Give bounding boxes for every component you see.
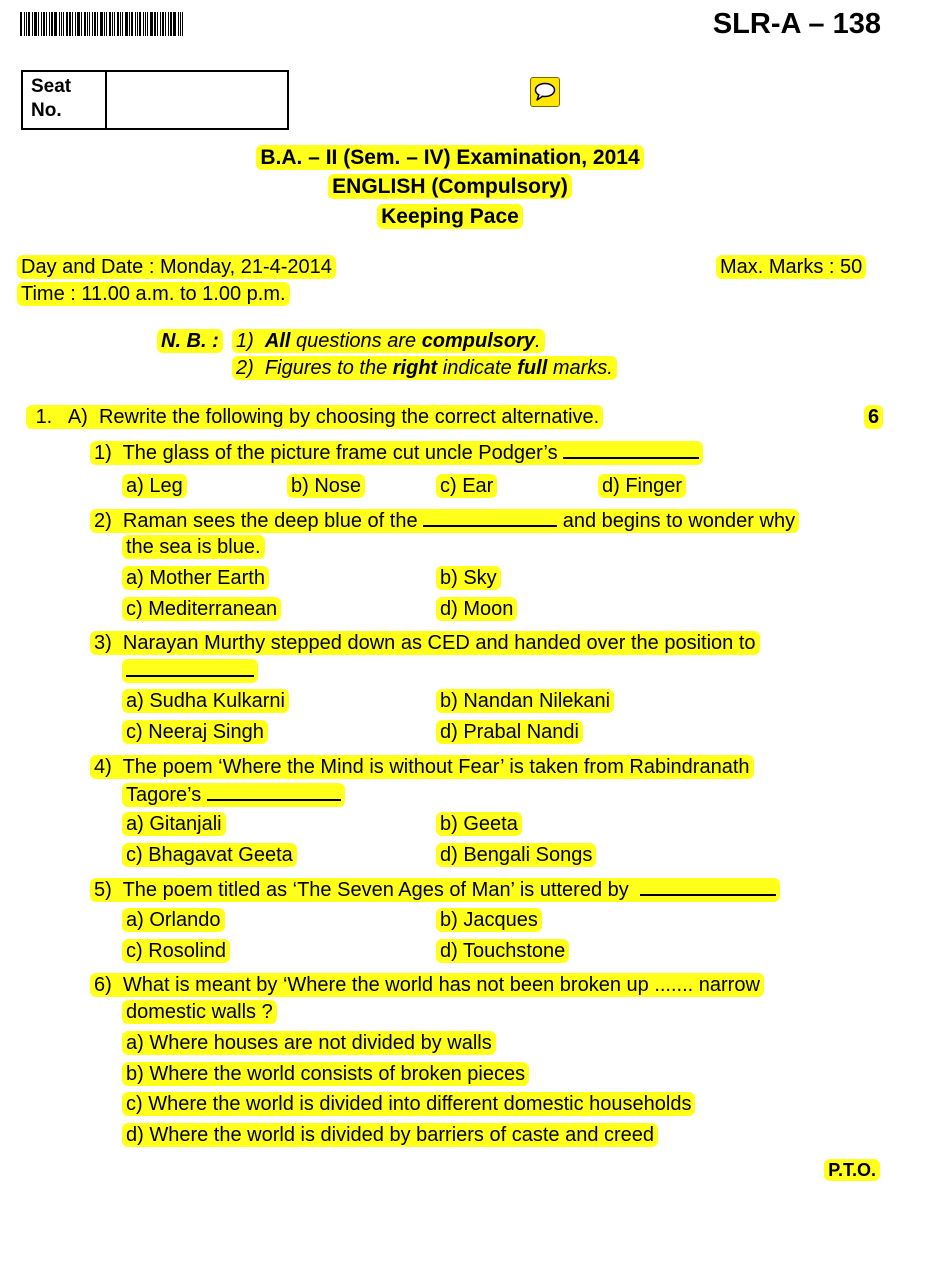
barcode-bar — [94, 12, 96, 36]
barcode-bar — [77, 12, 80, 36]
barcode-bar — [72, 12, 73, 36]
barcode-bar — [129, 12, 130, 36]
barcode-bar — [46, 12, 47, 36]
question-6-option-d: d) Where the world is divided by barriers of caste and creed — [122, 1124, 658, 1147]
barcode-bar — [137, 12, 138, 36]
barcode-bar — [61, 12, 62, 36]
barcode-bar — [170, 12, 172, 36]
barcode-bar — [34, 12, 37, 36]
barcode-bar — [135, 12, 136, 36]
barcode-bar — [139, 12, 141, 36]
barcode-bar — [120, 12, 121, 36]
question-1: 1) The glass of the picture frame cut uncle Podger’s — [90, 441, 703, 465]
barcode-bar — [112, 12, 113, 36]
barcode-bar — [178, 12, 179, 36]
barcode-bar — [97, 12, 98, 36]
barcode-bar — [69, 12, 71, 36]
barcode-bar — [54, 12, 57, 36]
barcode-bar — [173, 12, 176, 36]
barcode-bar — [182, 12, 183, 36]
barcode-bar — [131, 12, 133, 36]
question-4-option-a: a) Gitanjali — [122, 813, 226, 836]
question-6: 6) What is meant by ‘Where the world has not been broken up ....... narrow — [90, 974, 764, 997]
question-2-line-2: the sea is blue. — [122, 536, 265, 559]
barcode-bar — [143, 12, 144, 36]
question-5-option-a: a) Orlando — [122, 909, 225, 932]
barcode-bar — [114, 12, 115, 36]
barcode-bar — [165, 12, 166, 36]
barcode-bar — [81, 12, 82, 36]
barcode-bar — [26, 12, 27, 36]
barcode-bar — [63, 12, 64, 36]
question-3-option-d: d) Prabal Nandi — [436, 721, 583, 744]
question-1-option-d: d) Finger — [598, 475, 686, 498]
question-4-line-2: Tagore’s — [122, 783, 345, 807]
barcode-bar — [104, 12, 105, 36]
question-2-option-b: b) Sky — [436, 567, 501, 590]
question-1-option-c: c) Ear — [436, 475, 497, 498]
barcode-bar — [147, 12, 148, 36]
question-2: 2) Raman sees the deep blue of the and begins to wonder why — [90, 509, 799, 533]
exam-title: B.A. – II (Sem. – IV) Examination, 2014 — [0, 146, 900, 170]
question-4-option-d: d) Bengali Songs — [436, 844, 596, 867]
day-date: Day and Date : Monday, 21-4-2014 — [17, 256, 336, 279]
barcode-bar — [24, 12, 25, 36]
note-item-1: 1) All questions are compulsory. — [232, 330, 545, 353]
question-3-option-c: c) Neeraj Singh — [122, 721, 268, 744]
section-heading: 1. A) Rewrite the following by choosing the correct alternative. — [26, 406, 603, 429]
barcode-bar — [89, 12, 90, 36]
seat-label-line2: No. — [31, 100, 62, 121]
question-1-option-a: a) Leg — [122, 475, 187, 498]
barcode-bar — [168, 12, 169, 36]
question-6-option-c: c) Where the world is divided into different domestic households — [122, 1093, 695, 1116]
question-6-line-2: domestic walls ? — [122, 1001, 277, 1024]
question-2-option-a: a) Mother Earth — [122, 567, 269, 590]
question-6-option-b: b) Where the world consists of broken pieces — [122, 1063, 529, 1086]
barcode-bar — [162, 12, 164, 36]
barcode-bar — [41, 12, 42, 36]
barcode-bar — [109, 12, 111, 36]
paper-code: SLR-A – 138 — [712, 8, 881, 40]
barcode-bar — [160, 12, 161, 36]
barcode-bar — [154, 12, 156, 36]
barcode-bar — [150, 12, 153, 36]
question-3-option-b: b) Nandan Nilekani — [436, 690, 614, 713]
barcode-bar — [66, 12, 68, 36]
barcode-icon — [20, 12, 186, 36]
note-label: N. B. : — [157, 330, 223, 353]
seat-number-field[interactable] — [107, 72, 287, 128]
question-4-option-b: b) Geeta — [436, 813, 522, 836]
pto-label: P.T.O. — [824, 1160, 880, 1181]
barcode-bar — [100, 12, 103, 36]
barcode-bar — [59, 12, 60, 36]
question-5: 5) The poem titled as ‘The Seven Ages of Man’ is uttered by — [90, 878, 780, 902]
subject-title: ENGLISH (Compulsory) — [0, 175, 900, 199]
note-item-2: 2) Figures to the right indicate full marks. — [232, 357, 617, 380]
question-4: 4) The poem ‘Where the Mind is without Fear’ is taken from Rabindranath — [90, 756, 754, 779]
question-5-option-c: c) Rosolind — [122, 940, 230, 963]
barcode-bar — [106, 12, 107, 36]
barcode-bar — [180, 12, 181, 36]
barcode-bar — [20, 12, 22, 36]
barcode-bar — [84, 12, 86, 36]
barcode-bar — [75, 12, 76, 36]
barcode-bar — [43, 12, 45, 36]
seat-label — [23, 72, 107, 128]
question-2-option-c: c) Mediterranean — [122, 598, 281, 621]
seat-label-line1: Seat — [31, 76, 72, 97]
barcode-bar — [145, 12, 146, 36]
question-4-option-c: c) Bhagavat Geeta — [122, 844, 297, 867]
question-5-option-b: b) Jacques — [436, 909, 542, 932]
exam-time: Time : 11.00 a.m. to 1.00 p.m. — [17, 283, 290, 306]
question-2-option-d: d) Moon — [436, 598, 517, 621]
question-3-blank — [122, 659, 258, 683]
barcode-bar — [157, 12, 158, 36]
barcode-bar — [92, 12, 93, 36]
comment-icon[interactable] — [530, 77, 560, 107]
barcode-bar — [122, 12, 123, 36]
barcode-bar — [32, 12, 33, 36]
question-3: 3) Narayan Murthy stepped down as CED and handed over the position to — [90, 632, 760, 655]
barcode-bar — [49, 12, 50, 36]
question-3-option-a: a) Sudha Kulkarni — [122, 690, 289, 713]
barcode-bar — [125, 12, 128, 36]
barcode-bar — [51, 12, 53, 36]
question-1-option-b: b) Nose — [287, 475, 365, 498]
question-5-option-d: d) Touchstone — [436, 940, 569, 963]
barcode-bar — [117, 12, 119, 36]
seat-number-box — [21, 70, 289, 130]
barcode-bar — [87, 12, 88, 36]
barcode-bar — [38, 12, 39, 36]
max-marks: Max. Marks : 50 — [716, 256, 866, 279]
question-6-option-a: a) Where houses are not divided by walls — [122, 1032, 496, 1055]
paper-title: Keeping Pace — [0, 205, 900, 229]
section-marks: 6 — [864, 406, 883, 429]
barcode-bar — [28, 12, 30, 36]
